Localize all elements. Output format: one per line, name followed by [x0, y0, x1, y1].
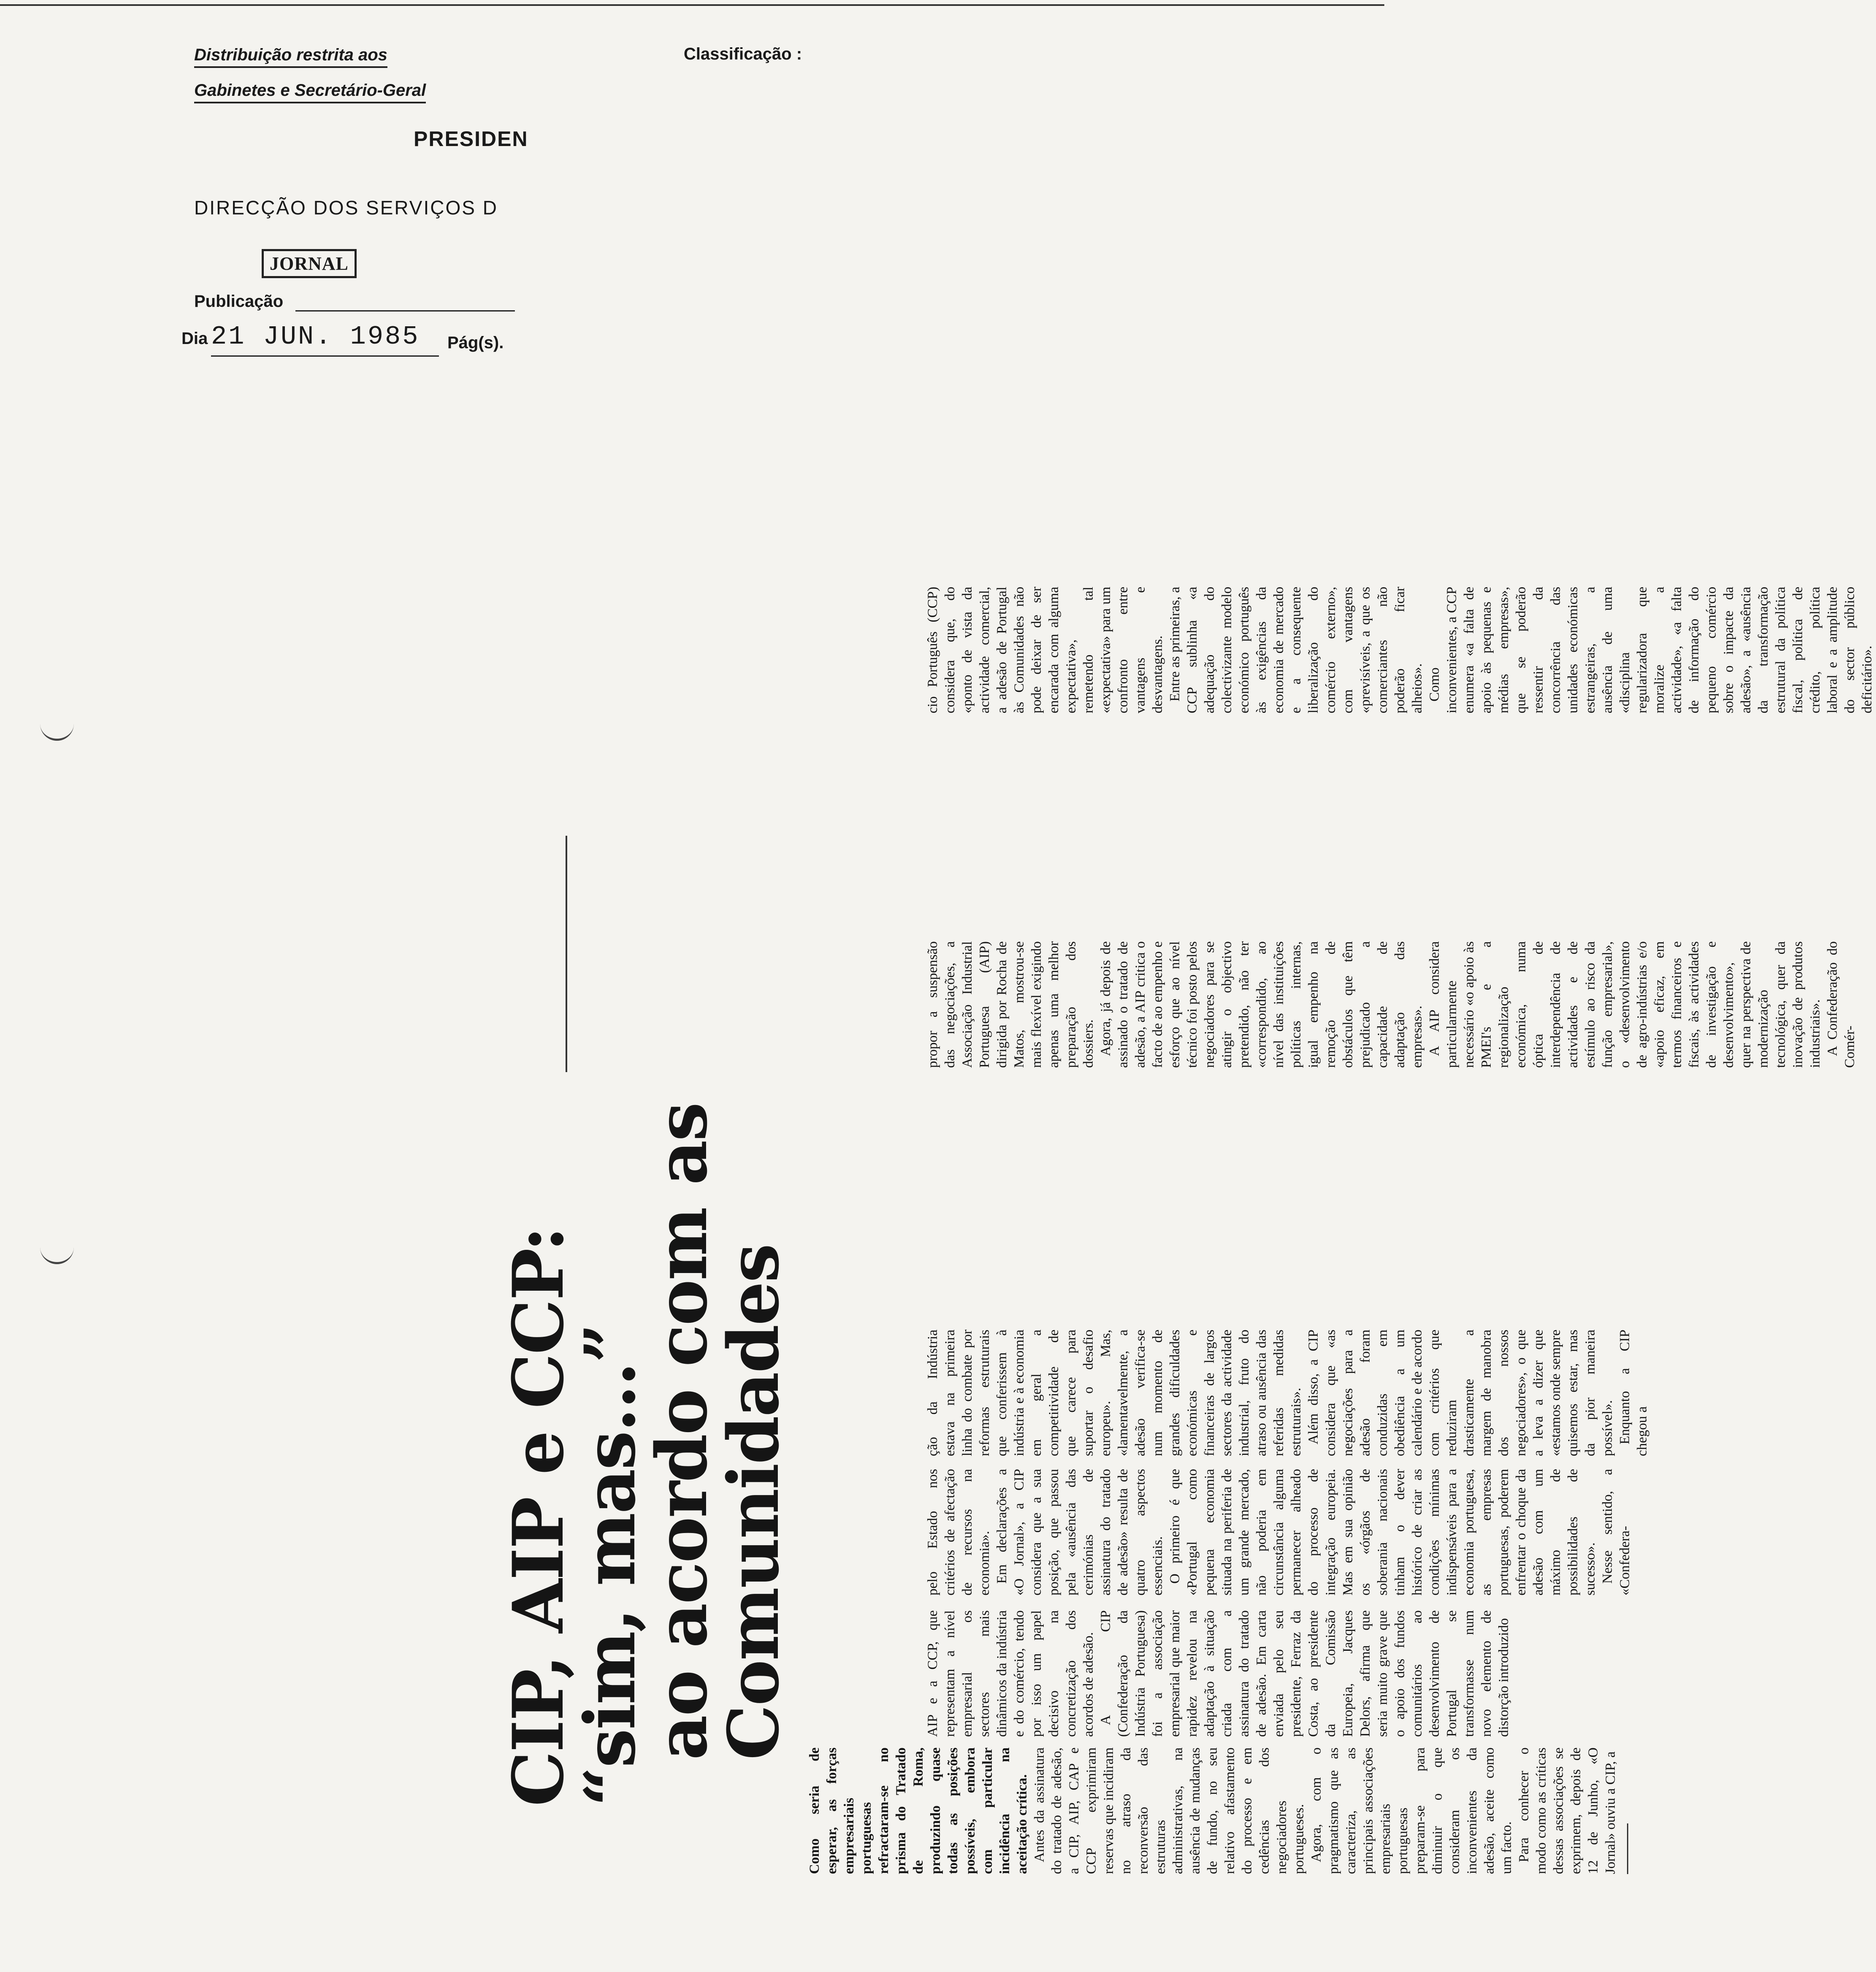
paragraph: cio Português (CCP) considera que, do «ponto de vista da actividade comercial, a adesão de Portugal às Comunidades não pode deixar de ser encarada com alguma expectativa», remetendo tal «expectativa» para um confronto entre vantagens e desvantagens.	[925, 587, 1165, 713]
punch-hole-mark	[40, 713, 74, 741]
punch-hole-mark	[40, 1237, 74, 1264]
paragraph: A CIP (Confederação da Indústria Portuguesa) foi a associação empresarial que maior rapidez revelou na adaptação à situação criada com a assinatura do tratado de adesão. Em carta enviada pelo seu presidente, Ferraz da Costa, ao presidente da Comissão Europeia, Jacques Delors, afirma que seria muito grave que o apoio dos fundos comunitários ao desenvolvimento de Portugal se transformasse num novo elemento de distorção introduzido	[1098, 1610, 1511, 1737]
paragraph: pelo Estado nos critérios de afectação de recursos na economia».	[925, 1469, 992, 1595]
paragraph: Agora, com o pragmatismo que as caracteriza, as principais associações empresariais portuguesas preparam-se para diminuir o que consideram os inconvenientes da adesão, aceite como um facto.	[1309, 1747, 1514, 1874]
article-headline	[497, 1089, 794, 1807]
paragraph: propor a suspensão das negociações, a Associação Industrial Portuguesa (AIP) dirigida por Rocha de Matos, mostrou-se mais flexível exigindo apenas uma melhor preparação dos dossiers.	[925, 941, 1096, 1068]
headline-line-1: CIP, AIP e CCP: “sim, mas...”	[497, 1227, 651, 1807]
publication-date: 21 JUN. 1985	[211, 322, 420, 352]
headline-rule	[566, 836, 567, 1072]
article-column-1	[806, 1747, 1628, 1874]
paragraph: A Confederação do Comér-	[1825, 941, 1857, 1068]
paragraph: Antes da assinatura do tratado de adesão, a CIP, AIP, CAP e CCP exprimiram reservas que incidiram no atraso da reconversão das estruturas administrativas, na ausência de mudanças de fundo, no seu relativo afastamento do processo e em cedências dos negociadores portugueses.	[1032, 1747, 1307, 1874]
paragraph: Em declarações a «O Jornal», a CIP considera que a sua posição, que passou pela «ausência das cerimónias de assinatura do tratado de adesão» resulta de quatro aspectos essenciais.	[994, 1469, 1165, 1595]
paragraph: Além disso, a CIP considera que «as negociações para a adesão foram conduzidas em obediência a um calendário e de acordo com critérios que reduziram drasticamente a margem de manobra dos nossos negociadores», o que a leva a dizer que «estamos onde sempre quisemos estar, mas da pior maneira possível».	[1306, 1330, 1615, 1456]
page-label: Pág(s).	[447, 333, 504, 352]
paragraph: AIP e a CCP, que representam a nível empresarial os sectores mais dinâmicos da indústria e do comércio, tendo por isso um papel decisivo na concretização dos acordos de adesão.	[925, 1610, 1096, 1737]
publication-line	[295, 310, 515, 312]
paragraph: Enquanto a CIP chegou a	[1617, 1330, 1650, 1456]
column-end-rule	[1627, 1823, 1628, 1874]
article-column-6	[924, 587, 1876, 713]
article-column-5	[924, 941, 1859, 1068]
article-lead: Como seria de esperar, as forças empresariais portuguesas refractaram-se no prisma do Tratado de Roma, produzindo quase todas as posições possíveis, embora com particular incidência na aceitação crítica.	[807, 1747, 1030, 1874]
day-label: Dia	[181, 329, 208, 348]
directorate-heading: DIRECÇÃO DOS SERVIÇOS D	[194, 197, 498, 219]
classification-label: Classificação :	[684, 45, 802, 63]
presidency-heading: PRESIDEN	[414, 127, 528, 151]
date-line	[211, 355, 439, 357]
top-border-line	[0, 4, 1384, 6]
paragraph: ção da Indústria estava na primeira linha do combate por reformas estruturais que conferissem à indústria e à economia em geral a competitividade de que carece para suportar o desafio europeu». Mas, «lamentavelmente, a adesão verifica-se num momento de grandes dificuldades económicas e financeiras de largos sectores da actividade industrial, fruto do atraso ou ausência das referidas medidas estruturais».	[925, 1330, 1304, 1456]
paragraph: Como inconvenientes, a CCP enumera «a falta de apoio às pequenas e médias empresas», que se poderão ressentir da concorrência das unidades económicas estrangeiras, a ausência de uma «disciplina regularizadora que moralize a actividade», «a falta de informação do pequeno comércio sobre o impacte da adesão», a «ausência da transformação estrutural da política fiscal, política de crédito, política laboral e a amplitude do sector público deficitário».	[1427, 587, 1875, 713]
article-column-4	[924, 1330, 1651, 1456]
publication-label: Publicação	[194, 292, 284, 311]
paragraph: Nesse sentido, a «Confedera-	[1600, 1469, 1632, 1595]
distribution-line-2: Gabinetes e Secretário-Geral	[194, 81, 426, 103]
article-column-2	[924, 1610, 1513, 1737]
distribution-line-1: Distribuição restrita aos	[194, 46, 387, 68]
paragraph: O primeiro é que «Portugal como pequena economia situada na periferia de um grande mercado, não poderia em circunstância alguma permanecer alheado do processo de integração europeia. Mas em sua opinião os «órgãos de soberania nacionais tinham o dever histórico de criar as condições mínimas indispensáveis para a economia portuguesa, as empresas portuguesas, poderem enfrentar o choque da adesão com um máximo de possibilidades de sucesso».	[1167, 1469, 1598, 1595]
paragraph: Entre as primeiras, a CCP sublinha «a adequação do colectivizante modelo económico português às exigências da economia de mercado e a consequente liberalização do comércio externo», com vantagens «previsíveis, a que os comerciantes não poderão ficar alheios».	[1167, 587, 1425, 713]
newspaper-stamp: JORNAL	[262, 249, 357, 278]
paragraph: Agora, já depois de assinado o tratado de adesão, a AIP critica o facto de ao empenho e esforço que ao nível técnico foi posto pelos negociadores para se atingir o objectivo pretendido, não ter «correspondido, ao nível das instituições políticas internas, igual empenho na remoção de obstáculos que têm prejudicado a capacidade de adaptação das empresas».	[1098, 941, 1425, 1068]
newspaper-clipping	[497, 110, 1875, 1883]
paragraph: A AIP considera particularmente necessário «o apoio às PMEI's e a regionalização económica, numa óptica de interdependência de actividades e de estímulo ao risco da função empresarial», o «desenvolvimento de agro-indústrias e/o «apoio eficaz, em termos financeiros e fiscais, às actividades de investigação e desenvolvimento», quer na perspectiva de modernização tecnológica, quer da inovação de produtos industriais».	[1427, 941, 1823, 1068]
paragraph: Para conhecer o modo como as críticas dessas associações se exprimem, depois de 12 de Junho, «O Jornal» ouviu a CIP, a	[1516, 1747, 1618, 1874]
headline-line-2: ao acordo com as Comunidades	[641, 1103, 794, 1760]
article-column-3	[924, 1469, 1634, 1595]
